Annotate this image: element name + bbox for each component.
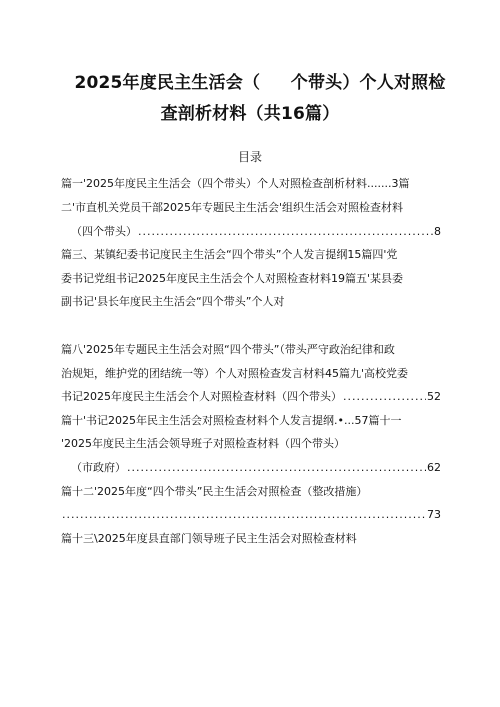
- toc-entry-title: （市政府）: [71, 461, 126, 474]
- toc-line: 二'市直机关党员干部2025年专题民主生活会'组织生活会对照检查材料: [61, 201, 404, 214]
- toc-entry: [71, 224, 441, 240]
- toc-dot-leader: [62, 507, 426, 523]
- toc-line: 治规矩，维护党的团结统一等）个人对照检查发言材料45篇九'高校党委: [61, 367, 409, 380]
- toc-line: 篇十三\2025年度县直部门领导班子民主生活会对照检查材料: [61, 532, 357, 545]
- toc-line: 篇八'2025年专题民主生活会对照“四个带头”（带头严守政治纪律和政: [61, 343, 395, 356]
- toc-line: 委书记党组书记2025年度民主生活会个人对照检查材料19篇五'某县委: [61, 272, 404, 285]
- toc-line: 篇一'2025年度民主生活会（四个带头）个人对照检查剖析材料.......3篇: [61, 177, 410, 190]
- toc-heading: 目录: [237, 150, 262, 164]
- toc-dot-leader: [343, 389, 426, 405]
- toc-entry: [61, 389, 441, 405]
- toc-dot-leader: [138, 224, 433, 240]
- toc-entry-title: 书记2025年度民主生活会个人对照检查材料（四个带头）: [61, 390, 342, 403]
- toc-page-number: 52: [427, 390, 441, 403]
- toc-dot-leader: [127, 460, 426, 476]
- document-title-line-2: 查剖析材料（共16篇）: [160, 104, 340, 124]
- toc-line: '2025年度民主生活会领导班子对照检查材料（四个带头）: [61, 437, 346, 450]
- toc-page-number: 62: [427, 461, 441, 474]
- toc-line: 篇十'书记2025年民主生活会对照检查材料个人发言提纲.•...57篇十一: [61, 414, 402, 427]
- toc-page-number: 8: [434, 225, 441, 238]
- toc-entry: [61, 507, 441, 523]
- toc-line: 副书记'县长年度民主生活会“四个带头”个人对: [61, 295, 285, 308]
- toc-entry-title: （四个带头）: [71, 225, 137, 238]
- toc-page-number: 73: [427, 508, 441, 521]
- toc-line: 篇三、某镇纪委书记度民主生活会“四个带头”个人发言提纲15篇四'党: [61, 248, 398, 261]
- toc-line: 篇十二'2025年度“四个带头”民主生活会对照检查（整改措施）: [61, 485, 368, 498]
- document-title-line-1: 2025年度民主生活会（ 个带头）个人对照检: [74, 73, 446, 93]
- toc-entry: [71, 460, 441, 476]
